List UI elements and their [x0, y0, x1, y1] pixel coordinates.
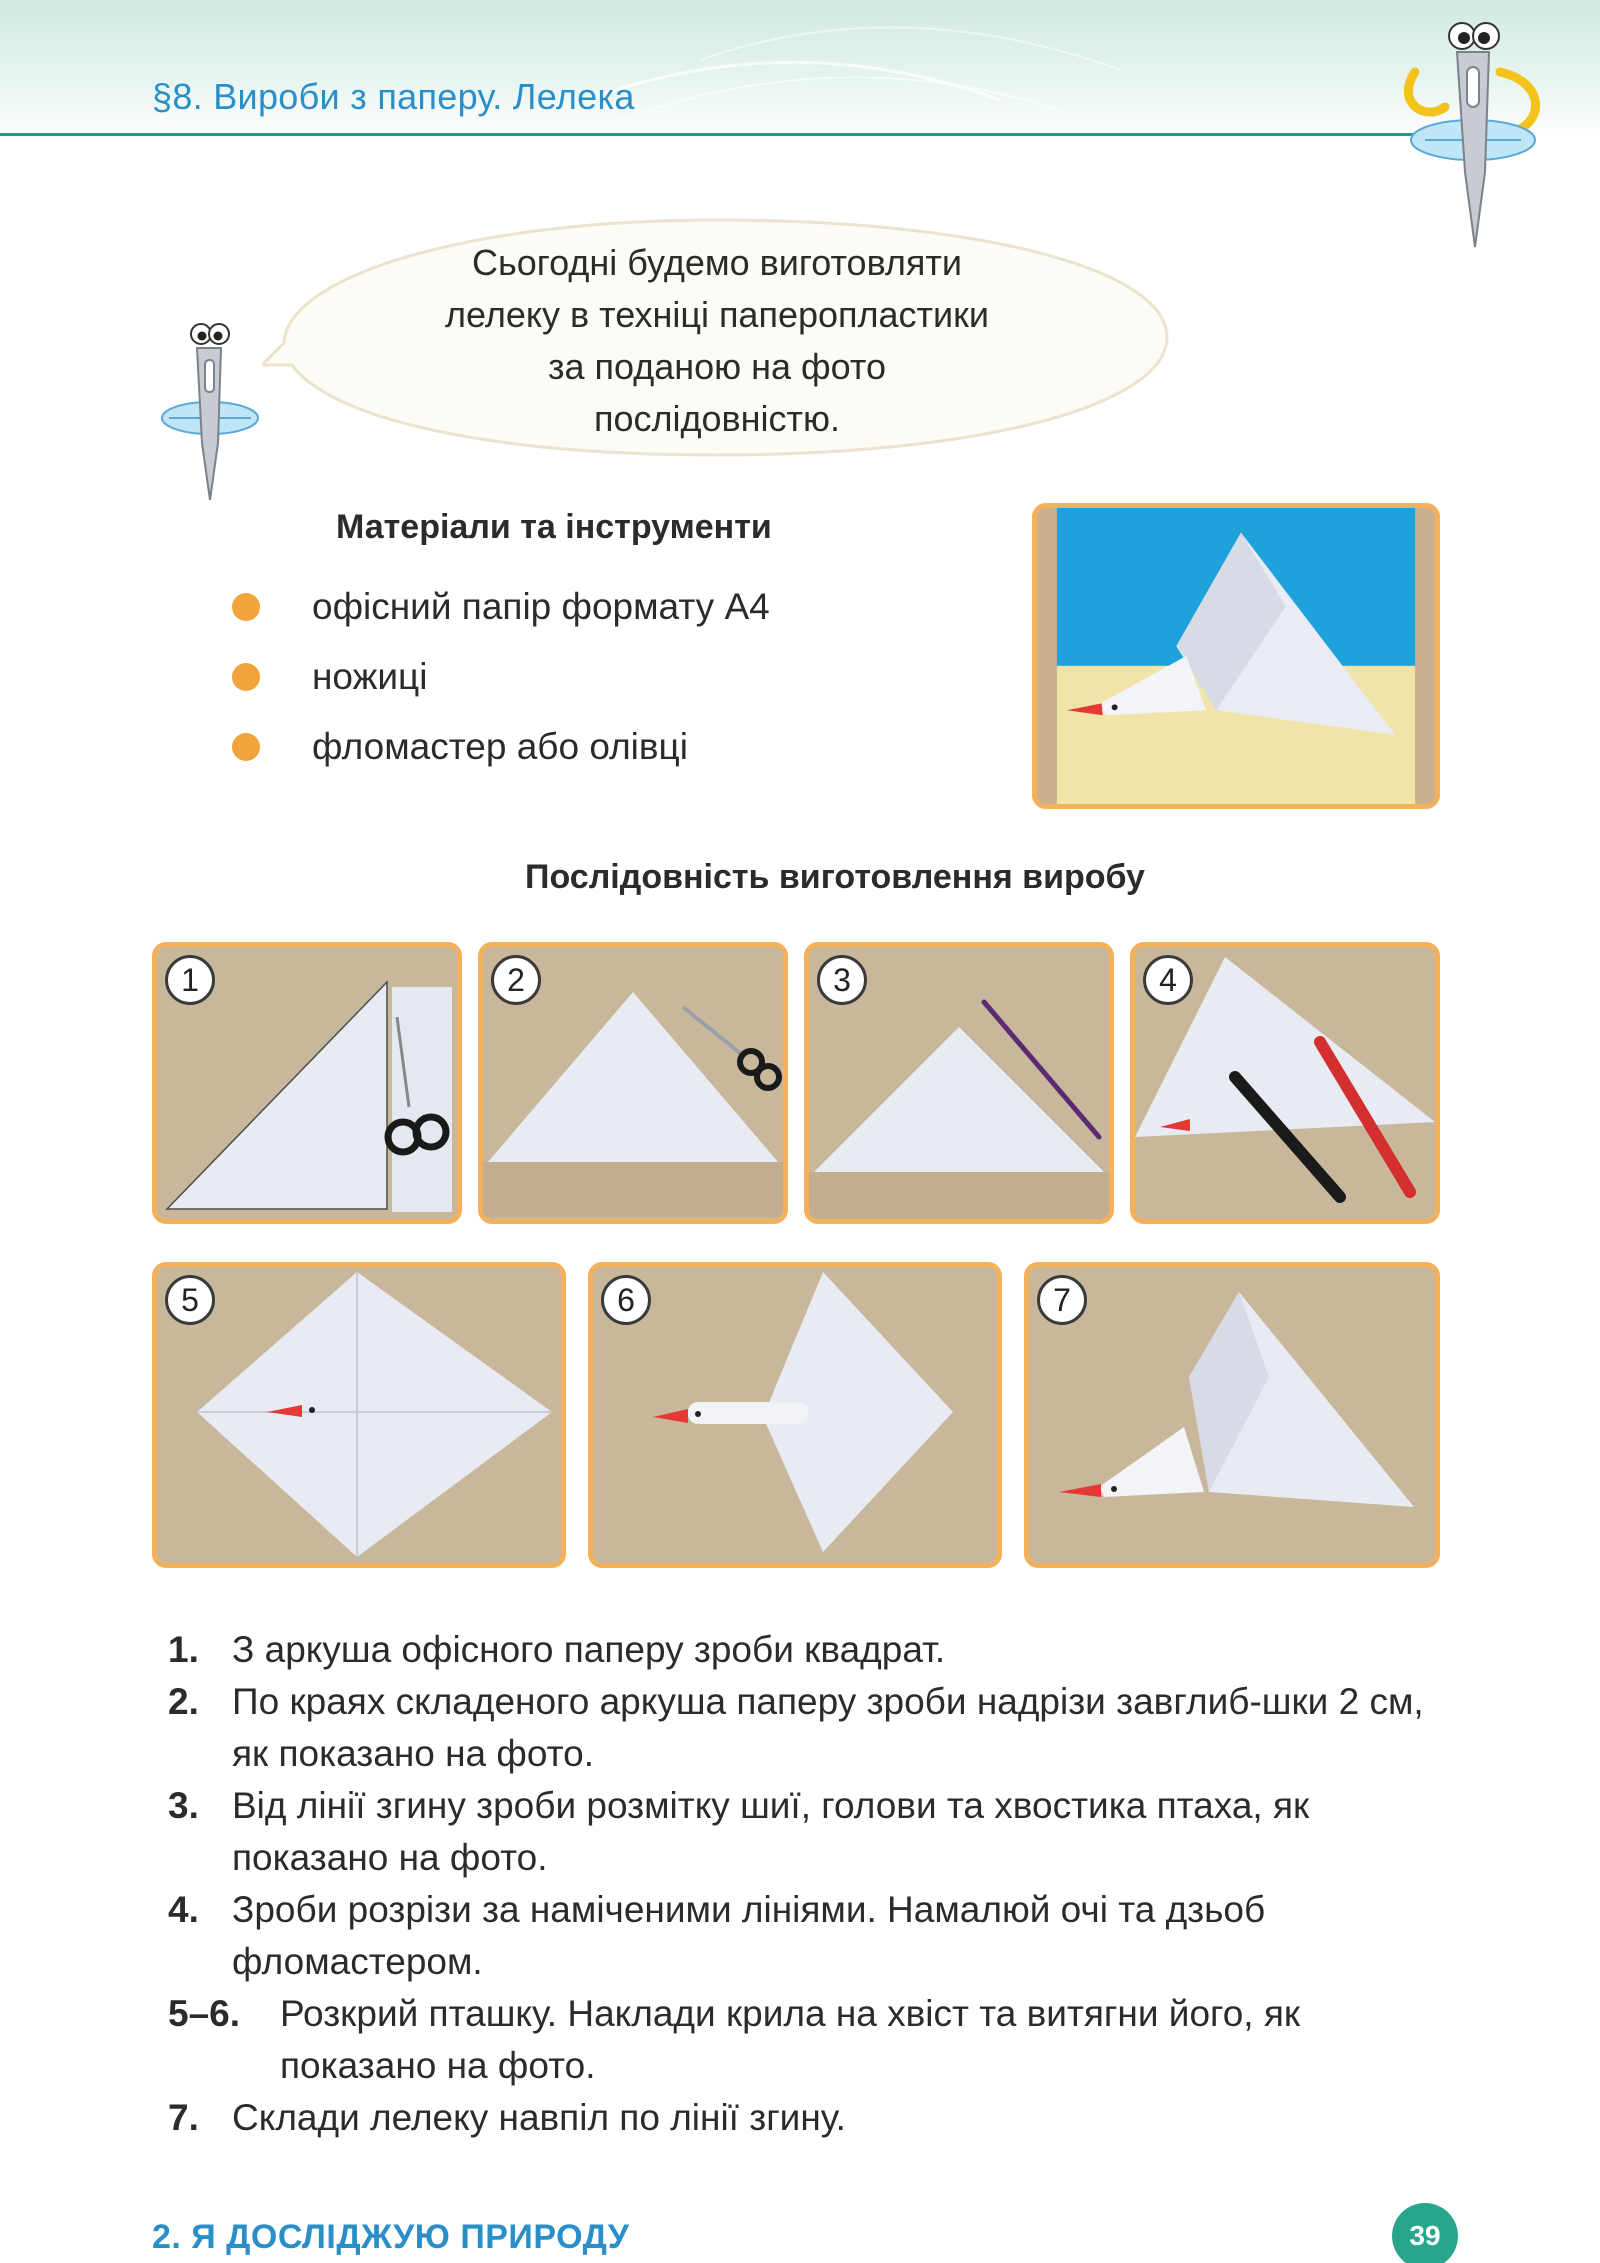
instruction-item [168, 1884, 1440, 1988]
instruction-item [168, 1988, 1440, 2092]
step-badge: 2 [491, 955, 541, 1005]
step-photo-2 [478, 942, 788, 1224]
step-5-illustration [157, 1267, 561, 1563]
finished-stork-photo [1032, 503, 1440, 809]
instruction-number: 2. [168, 1681, 199, 1722]
instruction-item [168, 1624, 1440, 1676]
instruction-text: Розкрий пташку. Наклади крила на хвіст та витягни його, як показано на фото. [280, 1993, 1301, 2086]
step-photo-4 [1130, 942, 1440, 1224]
instruction-number: 5–6. [168, 1993, 241, 2034]
needle-mascot-top [1395, 12, 1555, 252]
needle-mascot-small-icon [155, 318, 265, 503]
step-badge: 7 [1037, 1275, 1087, 1325]
speech-bubble-text [262, 237, 1172, 445]
step-badge: 6 [601, 1275, 651, 1325]
instruction-item [168, 1780, 1440, 1884]
step-badge: 1 [165, 955, 215, 1005]
instruction-number: 3. [168, 1785, 199, 1826]
speech-bubble [262, 215, 1172, 460]
materials-heading: Матеріали та інструменти [336, 508, 772, 546]
needle-mascot-small [155, 318, 265, 503]
step-photo-5 [152, 1262, 566, 1568]
bullet-icon [232, 733, 260, 761]
footer-chapter-title: 2. Я ДОСЛІДЖУЮ ПРИРОДУ [152, 2218, 630, 2256]
step-badge: 5 [165, 1275, 215, 1325]
step-photo-1 [152, 942, 462, 1224]
material-label: ножиці [312, 656, 428, 697]
instructions-list [168, 1624, 1440, 2144]
instruction-text: По краях складеного аркуша паперу зроби надрізи завглиб-шки 2 см, як показано на фото. [232, 1681, 1424, 1774]
instruction-text: Зроби розрізи за наміченими лініями. Намалюй очі та дзьоб фломастером. [232, 1889, 1266, 1982]
bullet-icon [232, 593, 260, 621]
material-label: фломастер або олівці [312, 726, 688, 767]
header-rule [0, 133, 1450, 136]
bubble-line: за поданою на фото [547, 346, 887, 387]
material-label: офісний папір формату А4 [312, 586, 770, 627]
header-band [0, 0, 1600, 140]
step-photo-6 [588, 1262, 1002, 1568]
sequence-heading: Послідовність виготовлення виробу [525, 858, 1145, 896]
header-decoration [0, 0, 1600, 140]
needle-mascot-icon [1395, 12, 1555, 252]
instruction-item [168, 2092, 1440, 2144]
instruction-text: З аркуша офісного паперу зроби квадрат. [232, 1629, 946, 1670]
bubble-line: лелеку в техніці паперопластики [444, 294, 989, 335]
list-item [232, 642, 770, 712]
list-item [232, 572, 770, 642]
bullet-icon [232, 663, 260, 691]
step-7-illustration [1029, 1267, 1435, 1563]
section-title: §8. Вироби з паперу. Лелека [152, 76, 635, 117]
materials-list [232, 572, 770, 782]
bubble-line: послідовністю. [593, 398, 841, 439]
list-item [232, 712, 770, 782]
instruction-number: 1. [168, 1629, 199, 1670]
bubble-line: Сьогодні будемо виготовляти [472, 242, 962, 283]
step-badge: 4 [1143, 955, 1193, 1005]
instruction-text: Від лінії згину зроби розмітку шиї, голови та хвостика птаха, як показано на фото. [232, 1785, 1310, 1878]
instruction-item [168, 1676, 1440, 1780]
step-badge: 3 [817, 955, 867, 1005]
step-photo-7 [1024, 1262, 1440, 1568]
instruction-text: Склади лелеку навпіл по лінії згину. [232, 2097, 846, 2138]
instruction-number: 7. [168, 2097, 199, 2138]
step-6-illustration [593, 1267, 997, 1563]
step-photo-3 [804, 942, 1114, 1224]
instruction-number: 4. [168, 1889, 199, 1930]
page-number: 39 [1392, 2203, 1458, 2263]
finished-stork-illustration [1037, 508, 1435, 804]
